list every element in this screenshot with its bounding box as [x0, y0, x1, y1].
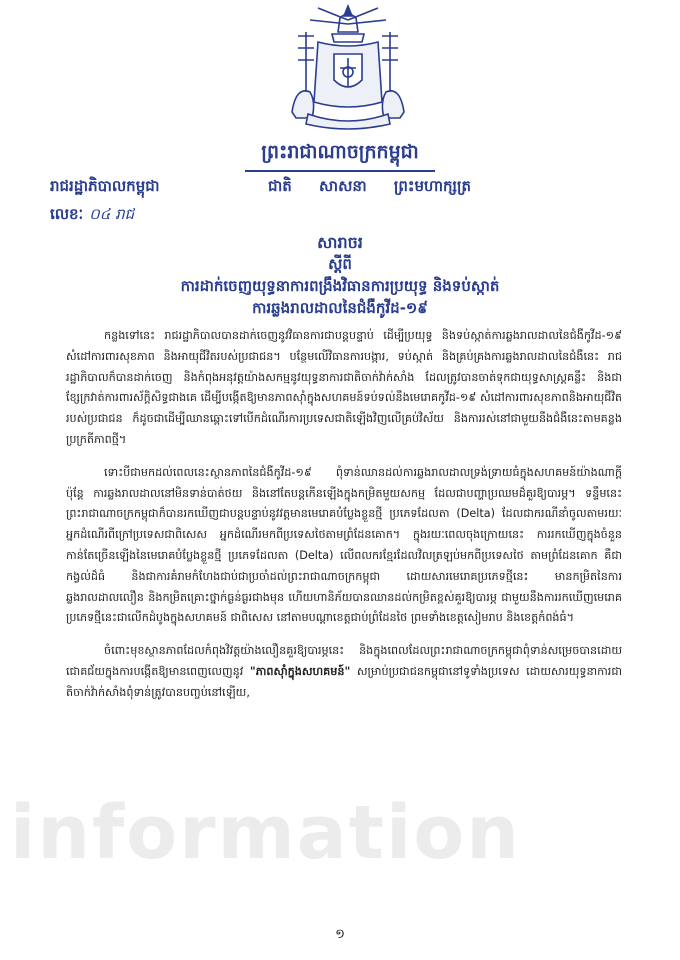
document-body	[66, 326, 622, 716]
reference-number	[50, 200, 160, 228]
national-motto	[268, 172, 493, 200]
paragraph-3-part-a: ចំពោះមុខស្ថានភាពដែលកំពុងវិវត្តយ៉ាងលឿនគួរឱ្យបារម្ភនេះ និងក្នុងពេលដែលព្រះរាជាណាចក្រកម្ពុជាពុំទាន់សម្រេចបានដោយជោគជ័យក្នុងការបង្កើតឱ្យមានពេញលេញនូវ	[66, 644, 622, 678]
issuer-name: រាជរដ្ឋាភិបាលកម្ពុជា	[50, 177, 160, 195]
paragraph-3-part-b: សម្រាប់ប្រជាជនកម្ពុជានៅទូទាំងប្រទេស ដោយសារយុទ្ធនាការជាតិចាក់វ៉ាក់សាំងពុំទាន់ត្រូវបានបញ្ចប់នៅឡើយ,	[66, 664, 622, 699]
motto-religion: សាសនា	[319, 177, 367, 195]
heading-subject-line1: ការដាក់ចេញយុទ្ធនាការពង្រឹងវិធានការប្រយុទ្ធ និងទប់ស្កាត់	[180, 277, 500, 295]
document-heading	[60, 232, 620, 319]
watermark: information	[10, 790, 521, 876]
page-number: ១	[335, 927, 345, 942]
kingdom-title	[0, 140, 680, 172]
heading-circular: សារាចរ	[317, 233, 363, 252]
issuer-block	[50, 172, 160, 228]
herd-immunity-quote: "ភាពស៊ាំក្នុងសហគមន៍"	[249, 664, 351, 678]
motto-nation: ជាតិ	[268, 177, 292, 195]
paragraph-2: ទោះបីជាមកដល់ពេលនេះស្ថានភាពនៃជំងឺកូវីដ-១៩ ពុំទាន់ឈានដល់ការឆ្លងរាលដាលទ្រង់ទ្រាយធំក្នុងសហគមន៍យ៉ាងណាក្តី ប៉ុន្តែ ការឆ្លងរាលដាលនៅមិនទាន់បាត់ថយ និងនៅតែបន្តកើនឡើងក្នុងកម្រិតមួយសកម្ម ដែលជាបញ្ហាប្រឈមដ៏គួរឱ្យបារម្ភ។ ទន្ទឹមនេះ ព្រះរាជាណាចក្រកម្ពុជាក៏បានរកឃើញជាបន្តបន្ទាប់នូវវត្តមានមេរោគបំប្លែងខ្លួនថ្មី ប្រភេទដែលតា (Delta) ដែលជាករណីនាំចូលតាមរយៈអ្នកដំណើរពីក្រៅប្រទេសជាពិសេស អ្នកដំណើរមកពីប្រទេសថៃតាមព្រំដែនគោក។ ក្នុងរយៈពេលចុងក្រោយនេះ ការរកឃើញក្នុងចំនួនកាន់តែច្រើនឡើងនៃមេរោគបំប្លែងខ្លួនថ្មី ប្រភេទដែលតា (Delta) លើពលករខ្មែរដែលវិលត្រឡប់មកពីប្រទេសថៃ តាមព្រំដែនគោក គឺជាកង្វល់ដ៏ធំ និងជាការគំរាមកំហែងជាប់ជាប្រចាំដល់ព្រះរាជាណាចក្រកម្ពុជា ដោយសារមេរោគប្រភេទថ្មីនេះ មានកម្រិតនៃការឆ្លងរាលដាលលឿន និងកម្រិតគ្រោះថ្នាក់ធ្ងន់ធ្ងរជាងមុន ហើយហានិភ័យបានឈានដល់កម្រិតខ្ពស់គួរឱ្យបារម្ភ ជាមួយនឹងការរកឃើញមេរោគប្រភេទថ្មីនេះជាលើកដំបូងក្នុងសហគមន៍ ជាពិសេស នៅតាមបណ្តាខេត្តជាប់ព្រំដែនថៃ ព្រមទាំងខេត្តសៀមរាប និងខេត្តកំពង់ធំ។	[66, 465, 622, 625]
paragraph-3	[66, 641, 622, 703]
motto-king: ព្រះមហាក្សត្រ	[393, 177, 472, 195]
kingdom-title-text: ព្រះរាជាណាចក្រកម្ពុជា	[261, 141, 419, 163]
royal-coat-of-arms-icon	[278, 2, 418, 134]
reference-value: ០៤ រាជ	[89, 205, 135, 223]
paragraph-1: កន្លងទៅនេះ រាជរដ្ឋាភិបាលបានដាក់ចេញនូវវិធានការជាបន្តបន្ទាប់ ដើម្បីប្រយុទ្ធ និងទប់ស្កាត់ការឆ្លងរាលដាលនៃជំងឺកូវីដ-១៩ សំដៅការពារសុខភាព និងអាយុជីវិតរបស់ប្រជាជន។ បន្ថែមលើវិធានការបង្ការ, ទប់ស្កាត់ និងគ្រប់គ្រងការឆ្លងរាលដាលនៃជំងឺនេះ រាជរដ្ឋាភិបាលក៏បានដាក់ចេញ និងកំពុងអនុវត្តយ៉ាងសកម្មនូវយុទ្ធនាការជាតិចាក់វ៉ាក់សាំង ដែលត្រូវបានចាត់ទុកជាយុទ្ធសាស្ត្រគន្លឹះ និងជាខ្សែក្រវាត់ការពារស័ក្តិសិទ្ធជាងគេ ដើម្បីបង្កើតឱ្យមានភាពស៊ាំក្នុងសហគមន៍ទប់ទល់នឹងមេរោគកូវីដ-១៩ សំដៅការពារសុខភាពនិងអាយុជីវិតរបស់ប្រជាជន ក៏ដូចជាដើម្បីឈានឆ្ពោះទៅបើកដំណើរការប្រទេសជាតិឡើងវិញលើគ្រប់វិស័យ និងការរស់នៅជាមួយនឹងជំងឺនេះតាមគន្លងប្រក្រតីភាពថ្មី។	[66, 329, 622, 446]
reference-label: លេខៈ	[50, 205, 84, 223]
heading-subject-line2: ការឆ្លងរាលដាលនៃជំងឺកូវីដ-១៩	[252, 299, 428, 317]
heading-regarding: ស្តីពី	[328, 255, 352, 273]
